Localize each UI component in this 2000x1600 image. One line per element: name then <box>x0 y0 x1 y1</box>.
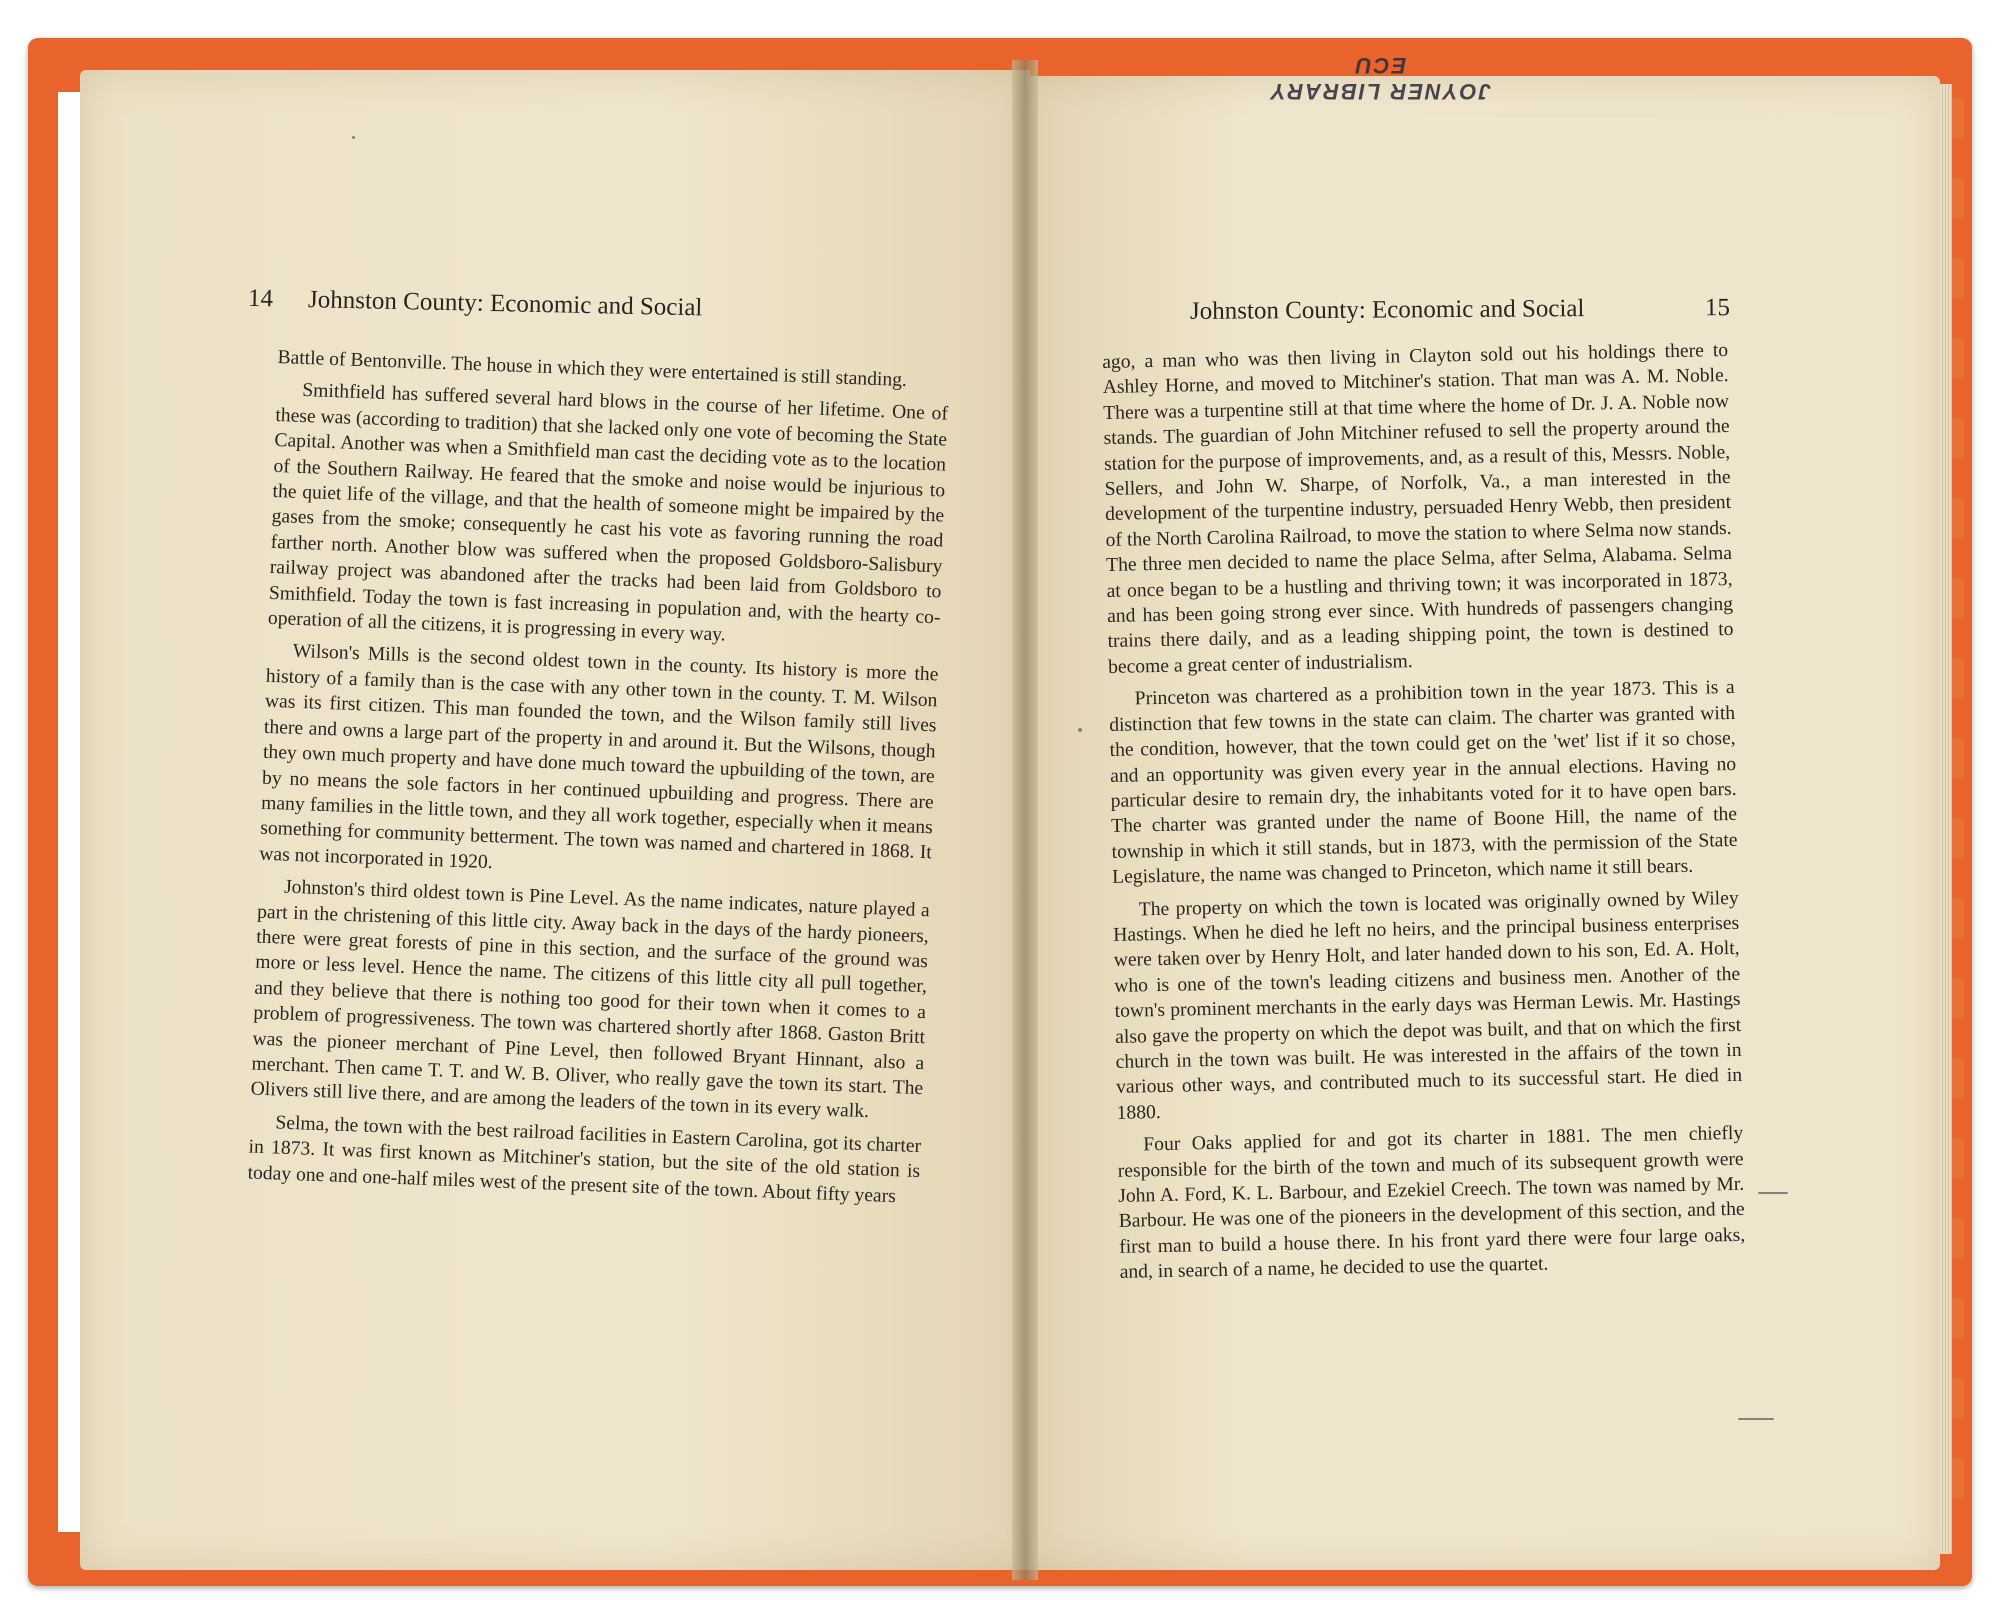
paper-speck <box>1758 1192 1788 1194</box>
paragraph: The property on which the town is located was originally owned by Wiley Hastings. When he died he left no heirs, and the principal business enterprises were taken over by Henry Holt, and later handed down to his son, Ed. A. Holt, who is one of the town's leading citizens and business men. Another of the town's prominent merchants in the early days was Herman Lewis. Mr. Hastings also gave the property on which the depot was built, and that on which the first church in the town was built. He was interested in the affairs of the town in various other ways, and contributed much to its successful start. He died in 1880. <box>1113 887 1743 1124</box>
paper-speck <box>1738 1418 1774 1420</box>
library-spine-label: JOYNER LIBRARY ECU <box>1269 53 1491 104</box>
right-running-head <box>1190 294 1730 326</box>
left-page-body <box>247 345 950 1217</box>
paragraph: Battle of Bentonville. The house in which they were entertained is still standing. <box>277 346 908 392</box>
book-gutter <box>1012 60 1038 1580</box>
paragraph: ago, a man who was then living in Clayton sold out his holdings there to Ashley Horne, and moved to Mitchiner's station. That man was A. M. Noble. There was a turpentine still at that time where the home of Dr. J. A. Noble now stands. The guardian of John Mitchiner refused to sell the property around the station for the purpose of improvements, and, as a result of this, Messrs. Noble, Sellers, and John W. Sharpe, of Norfolk, Va., a man interested in the development of the turpentine industry, persuaded Henry Webb, then president of the North Carolina Railroad, to move the station to where Selma now stands. The three men decided to name the place Selma, after Selma, Alabama. Selma at once began to be a hustling and thriving town; it was incorporated in 1873, and has been going strong ever since. With hundreds of passengers changing trains there daily, and as a leading shipping point, the town is destined to become a great center of industrialism. <box>1102 339 1734 678</box>
paragraph: Four Oaks applied for and got its charter in 1881. The men chiefly responsible for the birth of the town and much of its subsequent growth were John A. Ford, K. L. Barbour, and Ezekiel Creech. The town was named by Mr. Barbour. He was one of the pioneers in the development of this section, and the first man to build a house there. In his front yard there were four large oaks, and, in search of a name, he decided to use the quartet. <box>1117 1123 1746 1284</box>
left-running-head-title: Johnston County: Economic and Social <box>307 286 703 322</box>
paragraph: Selma, the town with the best railroad facilities in Eastern Carolina, got its charter in 1873. It was first known as Mitchiner's station, but the site of the old station is today one and one-half miles west of the present site of the town. About fifty years <box>247 1112 922 1207</box>
paragraph: Princeton was chartered as a prohibition town in the year 1873. This is a distinction that few towns in the state can claim. The charter was granted with the condition, however, that the town could get on the 'wet' list if it so chose, and an opportunity was given every year in the annual elections. Having no particular desire to remain dry, the inhabitants voted for it to have open bars. The charter was granted under the name of Boone Hill, the name of the township in which it still stands, but in 1873, with the permission of the State Legislature, the name was changed to Princeton, which name it still bears. <box>1109 677 1738 889</box>
paper-speck <box>352 136 355 139</box>
paragraph: Johnston's third oldest town is Pine Level. As the name indicates, nature played a part in the christening of this little city. Away back in the days of the hardy pioneers, there were great forests of pine in this section, and the surface of the ground was more or less level. Hence the name. The citizens of this little city all pull together, and they believe that there is nothing too good for their town when it comes to a problem of progressiveness. The town was chartered shortly after 1868. Gaston Britt was the pioneer merchant of Pine Level, then followed Bryant Hinnant, also a merchant. Then came T. T. and W. B. Oliver, who really gave the town its start. The Olivers still live there, and are among the leaders of the town in its every walk. <box>250 876 931 1123</box>
paragraph: Smithfield has suffered several hard blows in the course of her lifetime. One of these was (according to tradition) that she lacked only one vote of becoming the State Capital. Another was when a Smithfield man cast the deciding vote as to the location of the Southern Railway. He feared that the smoke and noise would be injurious to the quiet life of the village, and that the health of someone might be impaired by the gases from the smoke; consequently he cast his vote as favoring running the road farther north. Another blow was suffered when the proposed Goldsboro-Salisbury railway project was abandoned after the tracks had been laid from Goldsboro to Smithfield. Today the town is fast increasing in population and, with the hearty co-operation of all the citizens, it is progressing in every way. <box>267 380 949 646</box>
right-page-number: 15 <box>1704 294 1731 322</box>
paper-speck <box>1078 728 1082 732</box>
right-page-body <box>1102 338 1746 1292</box>
paragraph: Wilson's Mills is the second oldest town in the county. Its history is more the history of a family than is the case with any other town in the county. T. M. Wilson was its first citizen. This man founded the town, and the Wilson family still lives there and owns a large part of the property in and around it. But the Wilsons, though they own much property and have done much toward the upbuilding of the town, are by no means the sole factors in her continued upbuilding and progress. There are many families in the little town, and they all work together, especially when it means something for community betterment. The town was named and chartered in 1868. It was not incorporated in 1920. <box>258 641 939 873</box>
right-running-head-title: Johnston County: Economic and Social <box>1189 295 1585 325</box>
left-page-number: 14 <box>247 284 274 313</box>
